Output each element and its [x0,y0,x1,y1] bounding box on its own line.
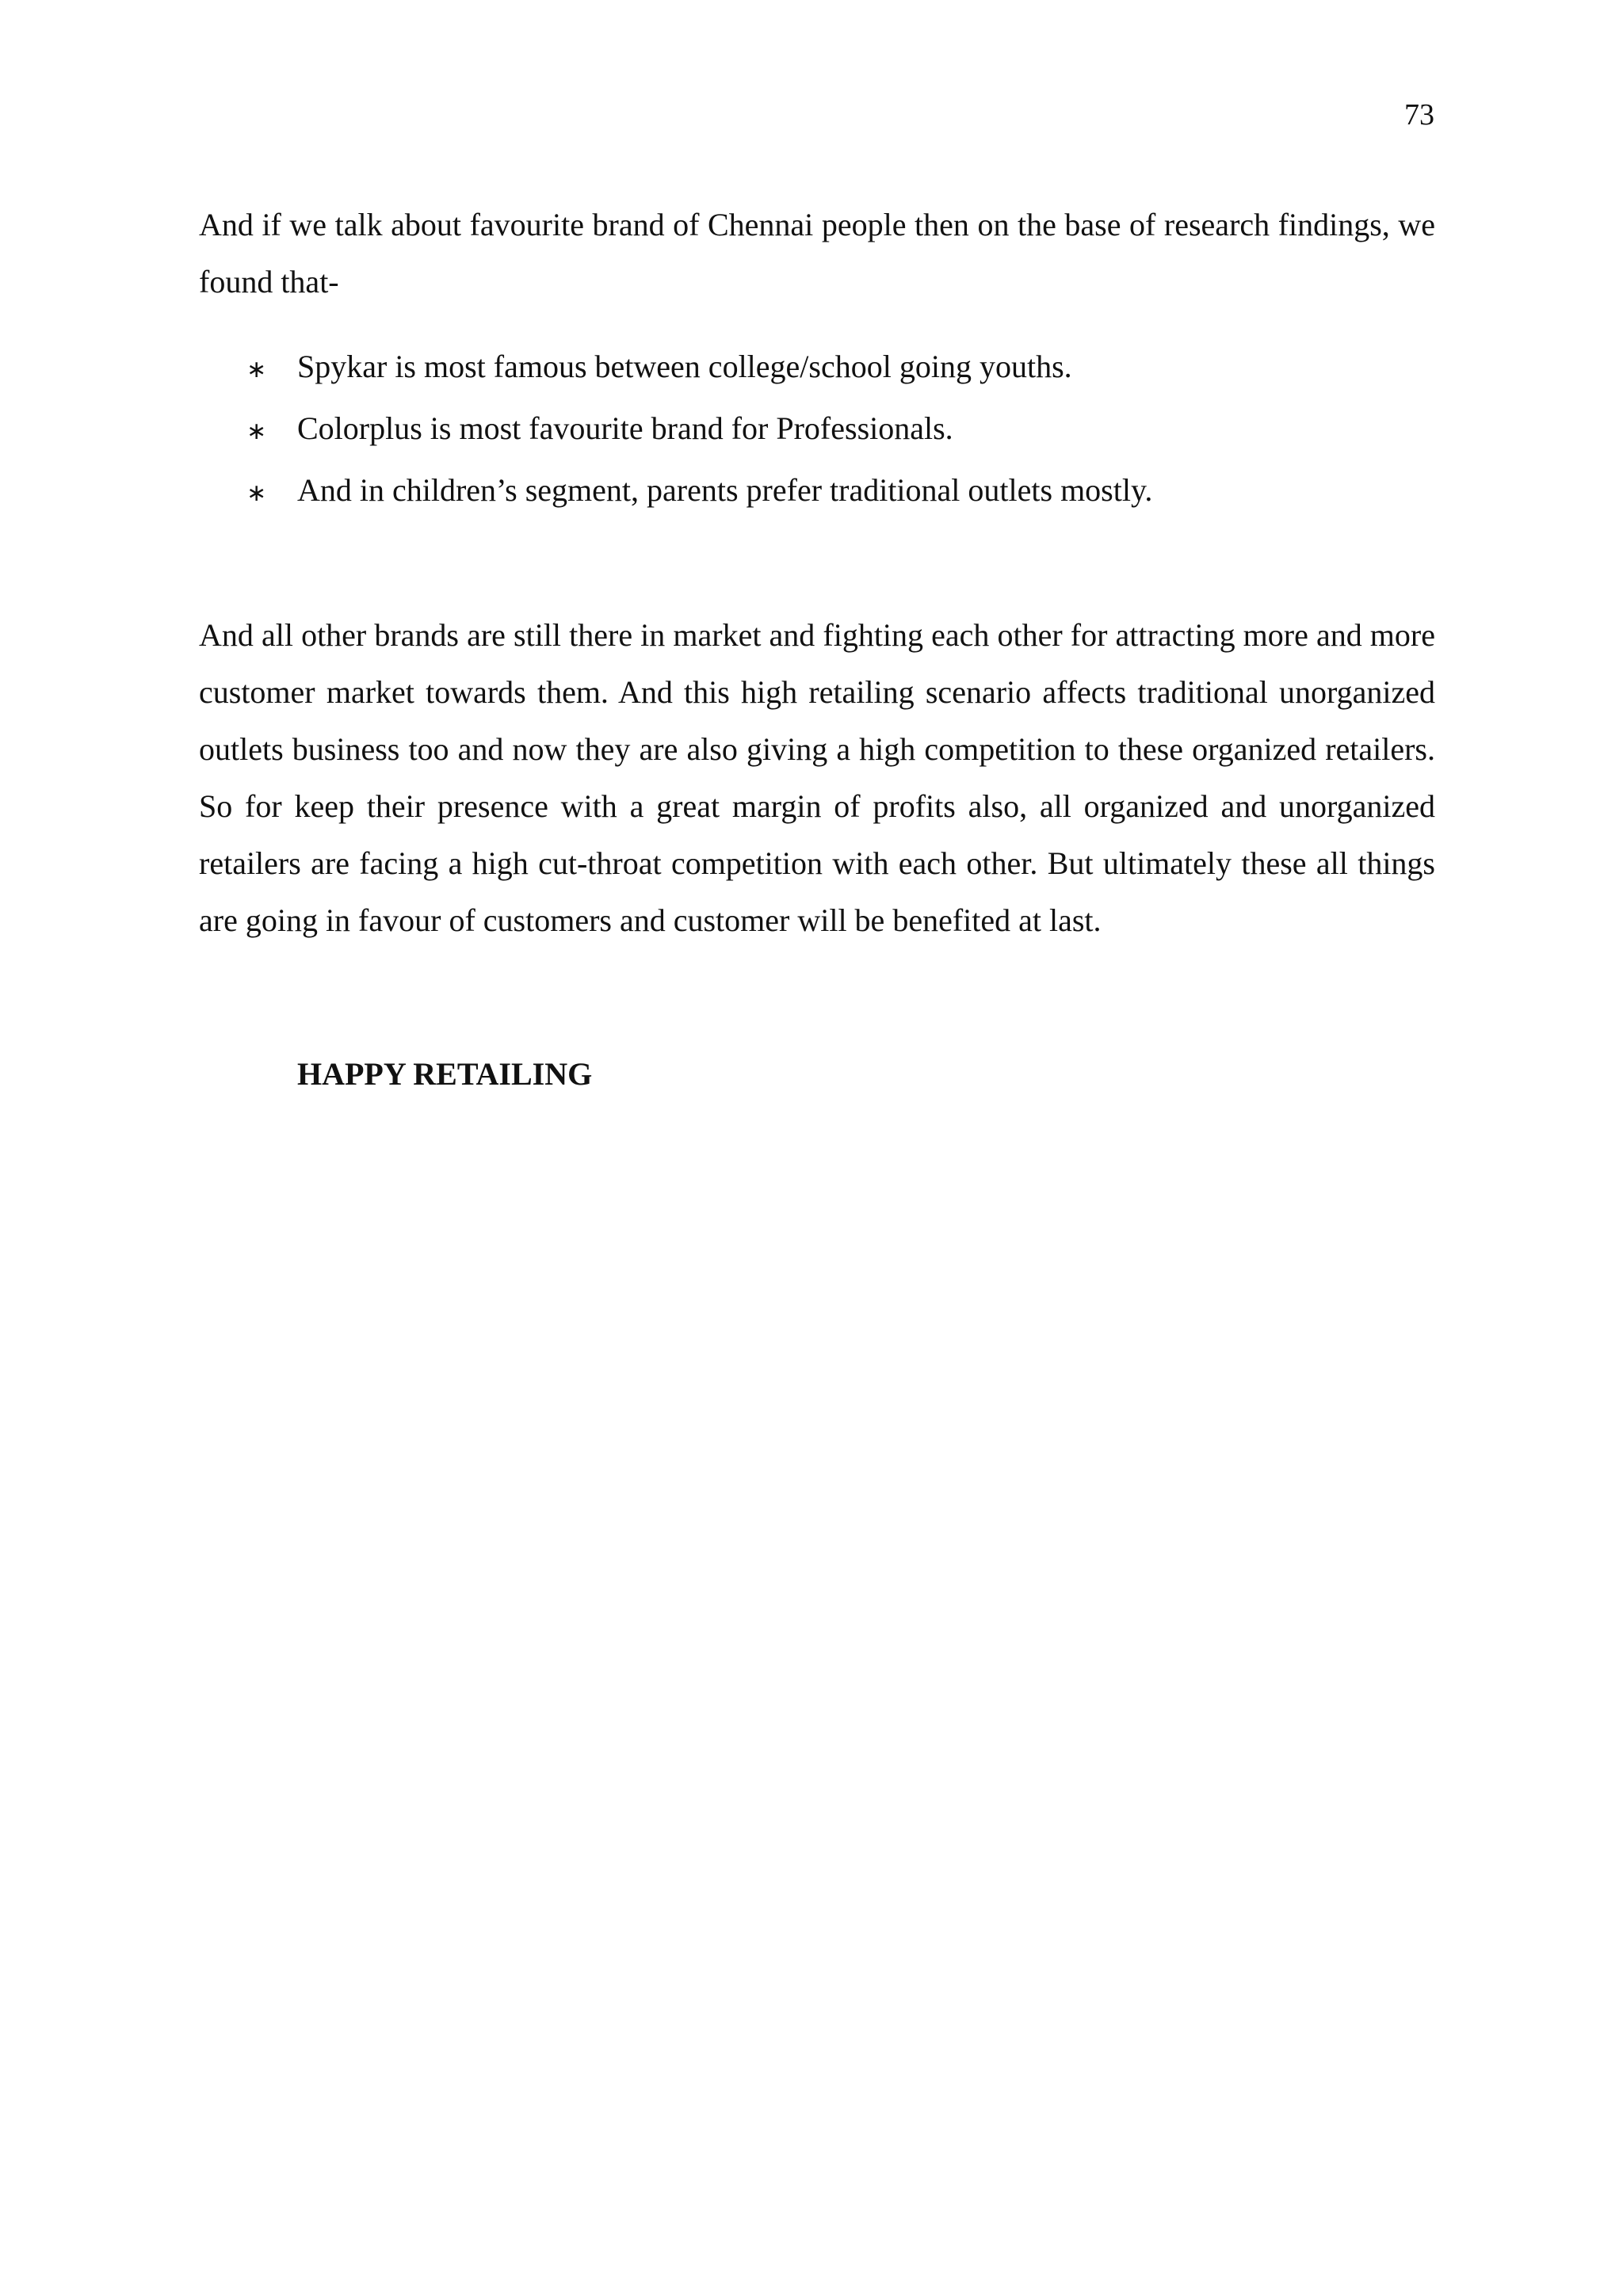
closing-heading: HAPPY RETAILING [297,1056,593,1092]
finding-text: And in children’s segment, parents prefer traditional outlets mostly. [297,472,1153,508]
list-item [199,461,1435,523]
asterisk-bullet-icon: ∗ [246,418,267,445]
finding-text: Colorplus is most favourite brand for Professionals. [297,410,953,446]
main-paragraph: And all other brands are still there in market and fighting each other for attracting more and more customer market towards them. And this high retailing scenario affects traditional unorganized outlets business too and now they are also giving a high competition to these organized retailers. So for keep their presence with a great margin of profits also, all organized and unorganized retailers are facing a high cut-throat competition with each other. But ultimately these all things are going in favour of customers and customer will be benefited at last. [199,617,1435,938]
intro-paragraph: And if we talk about favourite brand of Chennai people then on the base of research findings, we found that- [199,207,1435,299]
asterisk-bullet-icon: ∗ [246,356,267,383]
asterisk-bullet-icon: ∗ [246,479,267,507]
list-item [199,399,1435,461]
finding-text: Spykar is most famous between college/school going youths. [297,349,1072,384]
list-item [199,338,1435,399]
page-content [199,196,1435,1090]
findings-list [199,338,1435,523]
page-number: 73 [1404,98,1434,132]
